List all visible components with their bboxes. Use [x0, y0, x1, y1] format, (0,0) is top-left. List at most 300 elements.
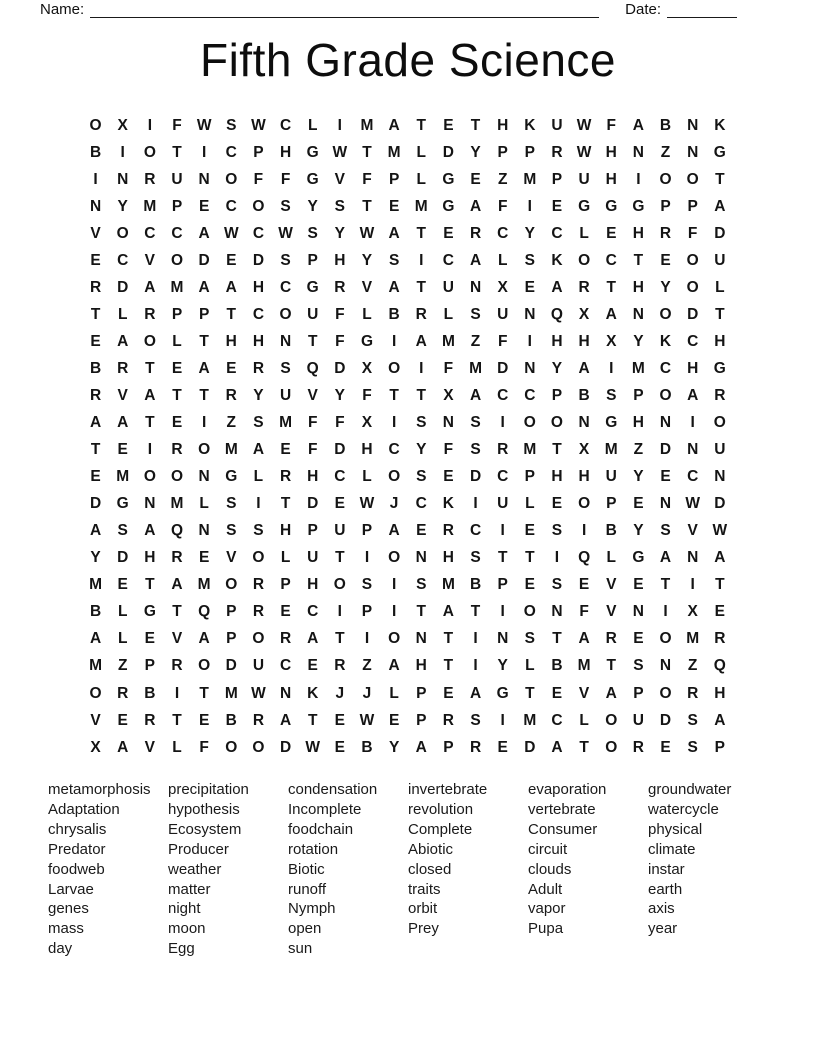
grid-cell: R [252, 359, 265, 377]
grid-cell: P [606, 495, 617, 513]
grid-cell: L [117, 305, 128, 323]
grid-cell: T [145, 414, 155, 432]
grid-cell: E [416, 522, 427, 540]
grid-cell: E [226, 359, 237, 377]
grid-cell: B [388, 305, 400, 323]
grid-cell: S [226, 116, 237, 134]
grid-cell: O [198, 657, 211, 675]
grid-cell: G [713, 359, 726, 377]
grid-cell: O [198, 441, 211, 459]
grid-cell: E [660, 738, 671, 756]
grid-cell: E [171, 414, 183, 432]
grid-cell: T [172, 603, 182, 621]
grid-cell: I [391, 603, 397, 621]
grid-cell: I [364, 549, 370, 567]
grid-cell: R [469, 224, 482, 242]
grid-cell: R [144, 170, 156, 188]
grid-cell: L [497, 251, 508, 269]
grid-cell: I [473, 657, 478, 675]
grid-cell: T [443, 657, 454, 675]
grid-cell: G [225, 468, 238, 486]
grid-cell: E [660, 468, 671, 486]
word-list-item: open [288, 920, 322, 938]
grid-cell: A [117, 738, 129, 756]
grid-cell: O [252, 549, 265, 567]
grid-row [82, 518, 733, 545]
grid-cell: F [253, 170, 264, 188]
grid-cell: I [201, 143, 207, 161]
grid-cell: I [500, 414, 505, 432]
grid-cell: T [280, 495, 291, 513]
grid-cell: T [335, 630, 345, 648]
grid-cell: D [279, 738, 292, 756]
grid-cell: H [632, 278, 644, 296]
grid-cell: O [578, 495, 591, 513]
grid-cell: O [225, 738, 238, 756]
word-list-item: day [48, 940, 73, 958]
word-list-item: traits [408, 880, 441, 898]
grid-cell: N [687, 116, 699, 134]
grid-cell: P [497, 576, 508, 594]
grid-cell: H [279, 522, 292, 540]
grid-cell: T [307, 711, 318, 729]
grid-cell: H [605, 170, 617, 188]
grid-cell: S [226, 522, 237, 540]
grid-cell: M [441, 332, 455, 350]
word-list-item: Ecosystem [168, 820, 242, 838]
grid-cell: Q [713, 657, 726, 675]
grid-cell: D [469, 468, 482, 486]
grid-cell: H [252, 332, 265, 350]
grid-cell: E [524, 522, 535, 540]
word-list-item: mass [48, 920, 84, 938]
grid-cell: S [416, 414, 427, 432]
grid-cell: C [279, 116, 292, 134]
grid-cell: M [143, 197, 157, 215]
grid-cell: R [144, 711, 156, 729]
grid-cell: W [305, 738, 321, 756]
grid-cell: N [415, 630, 427, 648]
grid-cell: K [714, 116, 726, 134]
grid-cell: A [415, 738, 427, 756]
grid-cell: L [253, 468, 264, 486]
grid-cell: T [199, 332, 209, 350]
grid-cell: T [470, 603, 481, 621]
word-list-column [288, 780, 408, 959]
word-list-column [168, 780, 288, 959]
word-list-item: revolution [408, 800, 474, 818]
word-list-item: Adult [528, 880, 563, 898]
grid-cell: P [171, 197, 183, 215]
grid-cell: I [419, 251, 424, 269]
grid-cell: M [523, 711, 537, 729]
grid-cell: W [685, 495, 700, 513]
grid-cell: S [633, 657, 644, 675]
grid-cell: M [170, 278, 184, 296]
grid-cell: E [551, 495, 563, 513]
word-list-item: circuit [528, 840, 568, 858]
word-list-item: Adaptation [48, 800, 120, 818]
grid-cell: A [144, 522, 156, 540]
grid-cell: J [362, 684, 372, 702]
grid-cell: B [361, 738, 373, 756]
grid-cell: T [497, 549, 508, 567]
grid-cell: T [606, 657, 616, 675]
grid-cell: T [606, 278, 616, 296]
grid-cell: U [605, 468, 617, 486]
grid-row [82, 545, 733, 572]
grid-cell: H [687, 359, 699, 377]
grid-cell: I [147, 441, 152, 459]
word-list-item: Biotic [288, 860, 325, 878]
grid-cell: J [335, 684, 345, 702]
grid-cell: Z [362, 657, 372, 675]
grid-cell: O [550, 414, 563, 432]
grid-cell: C [252, 305, 265, 323]
grid-cell: V [144, 251, 156, 269]
grid-cell: R [89, 278, 102, 296]
grid-cell: N [442, 414, 454, 432]
grid-cell: A [225, 278, 237, 296]
grid-cell: G [442, 170, 455, 188]
grid-cell: I [527, 197, 532, 215]
grid-cell: L [606, 549, 616, 567]
grid-cell: G [605, 197, 618, 215]
grid-cell: V [334, 170, 345, 188]
grid-cell: S [280, 359, 291, 377]
grid-cell: A [307, 630, 319, 648]
grid-cell: I [174, 684, 180, 702]
grid-cell: L [416, 143, 426, 161]
grid-cell: R [144, 305, 156, 323]
word-list-item: Egg [168, 940, 195, 958]
grid-cell: O [686, 278, 699, 296]
grid-cell: N [117, 170, 129, 188]
grid-cell: Y [361, 251, 373, 269]
grid-cell: R [632, 738, 644, 756]
grid-cell: B [605, 522, 617, 540]
grid-cell: A [442, 603, 454, 621]
grid-cell: T [90, 305, 101, 323]
grid-cell: M [686, 630, 700, 648]
grid-cell: T [715, 576, 725, 594]
grid-cell: Z [497, 170, 508, 188]
grid-cell: F [443, 441, 454, 459]
grid-cell: V [687, 522, 698, 540]
grid-cell: M [89, 657, 103, 675]
grid-cell: N [578, 414, 590, 432]
grid-cell: P [361, 522, 373, 540]
grid-cell: X [443, 386, 454, 404]
grid-cell: A [388, 224, 400, 242]
grid-cell: P [551, 386, 563, 404]
grid-cell: I [391, 332, 397, 350]
grid-cell: D [524, 738, 536, 756]
grid-cell: L [579, 224, 589, 242]
grid-cell: A [117, 414, 129, 432]
grid-cell: G [143, 603, 156, 621]
grid-cell: G [496, 684, 509, 702]
grid-cell: K [442, 495, 454, 513]
grid-cell: N [469, 278, 482, 296]
grid-cell: A [117, 332, 129, 350]
word-list-item: condensation [288, 781, 378, 798]
grid-cell: E [606, 224, 617, 242]
grid-cell: S [470, 441, 481, 459]
grid-cell: A [469, 684, 482, 702]
grid-cell: T [660, 576, 671, 594]
grid-cell: P [280, 576, 291, 594]
grid-row [82, 247, 733, 274]
grid-cell: I [201, 414, 207, 432]
grid-cell: M [170, 495, 184, 513]
grid-cell: F [307, 441, 318, 459]
grid-cell: D [334, 359, 346, 377]
grid-cell: E [443, 116, 454, 134]
word-list-item: moon [168, 920, 206, 938]
grid-cell: Y [524, 224, 535, 242]
grid-cell: O [388, 630, 401, 648]
grid-cell: D [714, 224, 726, 242]
grid-row [82, 707, 733, 734]
word-list-item: axis [648, 900, 675, 918]
grid-cell: O [523, 603, 536, 621]
grid-cell: S [280, 251, 291, 269]
grid-cell: C [117, 251, 129, 269]
grid-cell: G [306, 170, 319, 188]
grid-row [82, 410, 733, 437]
grid-cell: E [551, 197, 563, 215]
grid-cell: E [198, 197, 210, 215]
grid-cell: M [414, 197, 428, 215]
grid-cell: S [253, 414, 264, 432]
grid-cell: N [632, 305, 644, 323]
grid-cell: T [362, 143, 372, 161]
grid-cell: A [469, 386, 482, 404]
grid-cell: F [497, 197, 508, 215]
grid-cell: S [551, 522, 563, 540]
grid-cell: S [416, 576, 427, 594]
grid-cell: F [362, 170, 372, 188]
grid-cell: E [226, 251, 237, 269]
grid-row [82, 734, 733, 761]
grid-cell: S [524, 630, 535, 648]
grid-cell: H [714, 332, 726, 350]
word-list-item: invertebrate [408, 781, 488, 798]
grid-cell: A [605, 684, 617, 702]
grid-cell: W [196, 116, 212, 134]
grid-cell: T [172, 143, 182, 161]
grid-cell: G [116, 495, 129, 513]
grid-cell: R [605, 630, 617, 648]
grid-cell: U [632, 711, 644, 729]
grid-cell: W [359, 711, 375, 729]
grid-cell: L [715, 278, 725, 296]
word-list-item: precipitation [168, 781, 249, 798]
grid-cell: O [143, 332, 156, 350]
grid-cell: X [578, 305, 590, 323]
grid-cell: C [225, 143, 237, 161]
word-list-item: hypothesis [168, 800, 240, 818]
grid-cell: R [442, 522, 454, 540]
grid-cell: U [497, 495, 509, 513]
grid-row [82, 572, 733, 599]
grid-cell: E [280, 441, 291, 459]
grid-cell: S [524, 251, 535, 269]
grid-cell: E [633, 495, 644, 513]
grid-cell: M [604, 441, 618, 459]
grid-cell: U [442, 278, 454, 296]
grid-cell: A [388, 657, 400, 675]
grid-row [82, 653, 733, 680]
grid-cell: A [144, 278, 156, 296]
grid-cell: E [633, 630, 644, 648]
word-list-column [48, 780, 168, 959]
grid-cell: H [632, 414, 644, 432]
word-list-item: watercycle [648, 800, 719, 818]
grid-cell: P [714, 738, 725, 756]
grid-cell: O [252, 197, 265, 215]
grid-cell: N [279, 684, 292, 702]
grid-cell: I [419, 359, 424, 377]
grid-cell: S [226, 495, 237, 513]
grid-cell: H [632, 224, 644, 242]
grid-cell: T [443, 630, 454, 648]
grid-cell: P [633, 684, 644, 702]
grid-cell: E [117, 576, 128, 594]
grid-cell: R [442, 711, 454, 729]
word-list-item: Abiotic [408, 840, 454, 858]
grid-cell: C [442, 251, 454, 269]
grid-cell: Y [90, 549, 101, 567]
grid-cell: S [361, 576, 373, 594]
grid-cell: U [714, 441, 726, 459]
grid-cell: B [551, 657, 563, 675]
grid-cell: D [225, 657, 237, 675]
grid-cell: O [170, 468, 184, 486]
grid-row [82, 112, 733, 139]
grid-cell: C [252, 224, 265, 242]
grid-cell: S [551, 576, 563, 594]
grid-cell: G [632, 549, 645, 567]
word-search-grid [82, 112, 733, 761]
grid-cell: O [388, 549, 401, 567]
name-blank-line [90, 2, 599, 18]
grid-cell: G [306, 278, 319, 296]
grid-cell: E [90, 332, 101, 350]
word-list-item: physical [648, 820, 703, 838]
grid-cell: P [307, 522, 318, 540]
grid-cell: O [659, 170, 672, 188]
grid-cell: F [335, 305, 345, 323]
grid-cell: N [524, 305, 536, 323]
grid-cell: I [690, 414, 695, 432]
grid-cell: O [659, 630, 672, 648]
grid-cell: T [525, 684, 535, 702]
grid-cell: S [470, 414, 481, 432]
word-list-item: closed [408, 860, 452, 878]
grid-cell: L [280, 549, 291, 567]
word-list-item: Nymph [288, 900, 336, 918]
grid-row [82, 193, 733, 220]
grid-cell: N [279, 332, 292, 350]
grid-cell: L [199, 495, 209, 513]
word-list-item: metamorphosis [48, 781, 151, 798]
grid-cell: P [171, 305, 183, 323]
grid-cell: X [361, 414, 373, 432]
grid-cell: D [198, 251, 210, 269]
grid-cell: G [713, 143, 726, 161]
grid-cell: C [659, 359, 672, 377]
grid-cell: N [687, 143, 699, 161]
grid-cell: A [171, 576, 183, 594]
grid-cell: F [199, 738, 209, 756]
grid-cell: S [660, 522, 671, 540]
grid-cell: E [144, 630, 156, 648]
grid-cell: P [198, 305, 210, 323]
grid-cell: N [497, 630, 509, 648]
word-list-item: instar [648, 860, 685, 878]
grid-cell: W [576, 116, 592, 134]
word-list-item: genes [48, 900, 89, 918]
grid-cell: D [334, 441, 346, 459]
grid-cell: E [443, 468, 454, 486]
grid-cell: Q [306, 359, 319, 377]
grid-cell: P [524, 143, 535, 161]
grid-cell: I [527, 332, 532, 350]
grid-cell: P [253, 143, 264, 161]
grid-cell: E [117, 441, 128, 459]
grid-cell: R [659, 224, 672, 242]
grid-cell: V [171, 630, 183, 648]
grid-cell: C [279, 657, 292, 675]
grid-cell: O [170, 251, 184, 269]
grid-cell: I [473, 630, 478, 648]
grid-row [82, 220, 733, 247]
grid-cell: D [89, 495, 102, 513]
grid-cell: A [144, 386, 156, 404]
grid-cell: G [578, 197, 591, 215]
grid-cell: W [712, 522, 728, 540]
grid-cell: C [307, 603, 319, 621]
grid-row [82, 166, 733, 193]
grid-cell: R [252, 603, 265, 621]
grid-cell: V [90, 224, 101, 242]
grid-cell: I [581, 522, 587, 540]
grid-cell: V [90, 711, 101, 729]
grid-cell: T [416, 278, 426, 296]
grid-cell: V [307, 386, 318, 404]
grid-cell: A [578, 630, 590, 648]
grid-cell: H [361, 441, 373, 459]
grid-cell: N [632, 603, 644, 621]
grid-cell: N [687, 441, 699, 459]
grid-cell: G [442, 197, 455, 215]
grid-cell: E [90, 251, 101, 269]
word-list-item: climate [648, 840, 696, 858]
grid-cell: A [198, 278, 210, 296]
grid-cell: L [172, 738, 182, 756]
grid-cell: O [605, 711, 618, 729]
word-list-item: Complete [408, 820, 473, 838]
grid-cell: Z [226, 414, 236, 432]
grid-cell: W [359, 224, 375, 242]
grid-cell: N [198, 522, 210, 540]
grid-cell: R [279, 468, 292, 486]
grid-cell: H [307, 468, 319, 486]
grid-cell: G [306, 143, 319, 161]
grid-cell: M [89, 576, 103, 594]
